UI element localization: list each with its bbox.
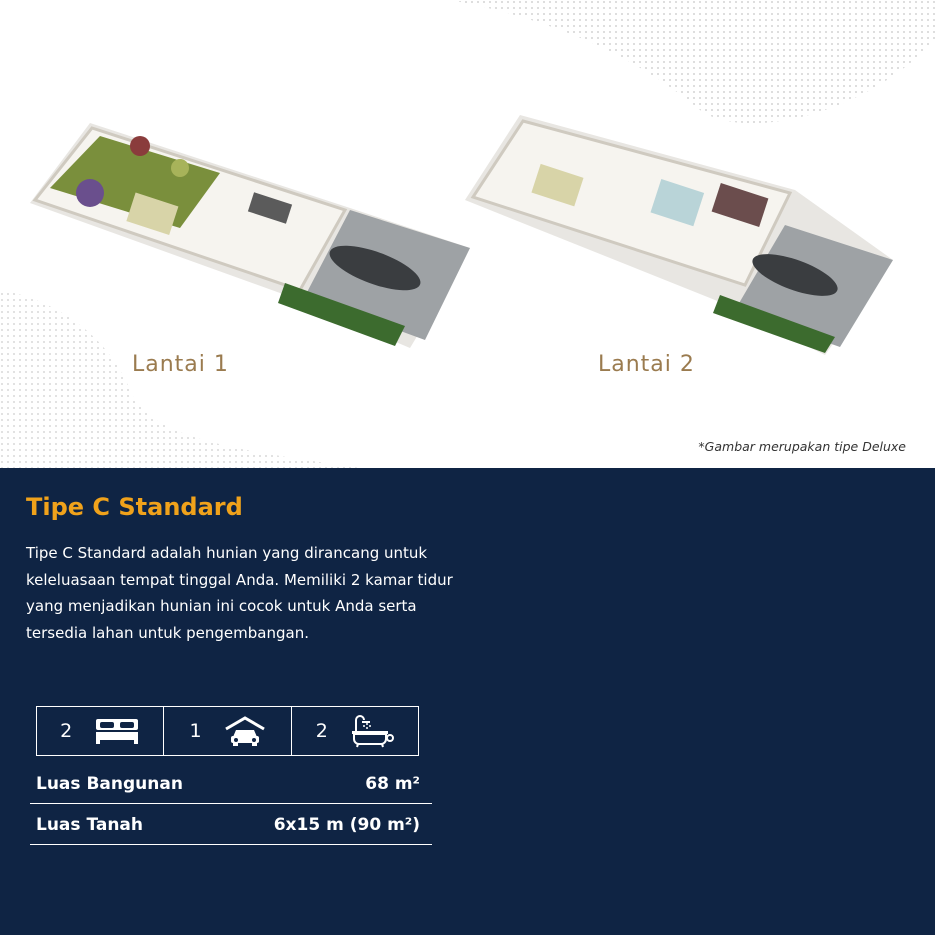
spec-label: Luas Bangunan: [36, 773, 183, 794]
spec-label: Luas Tanah: [36, 814, 143, 835]
carport-count: 1: [189, 720, 202, 742]
image-note: *Gambar merupakan tipe Deluxe: [698, 439, 906, 454]
floor-2-label: Lantai 2: [598, 352, 695, 377]
bathtub-icon: [350, 714, 394, 748]
feature-box: [36, 706, 419, 756]
spec-row-land-area: [30, 805, 432, 845]
feature-carport: [163, 707, 290, 755]
carport-icon: [224, 715, 266, 747]
spec-value: 68 m²: [365, 773, 420, 794]
feature-bathrooms: [291, 707, 418, 755]
floor-1-label: Lantai 1: [132, 352, 229, 377]
floor-2-plan-image: [465, 115, 895, 355]
unit-title: Tipe C Standard: [26, 493, 243, 521]
bedroom-count: 2: [60, 720, 73, 742]
bed-icon: [94, 717, 140, 745]
spec-value: 6x15 m (90 m²): [273, 814, 420, 835]
feature-bedrooms: [37, 707, 163, 755]
spec-row-building-area: [30, 764, 432, 804]
info-panel: [0, 468, 935, 935]
unit-description: Tipe C Standard adalah hunian yang dirancang untuk keleluasaan tempat tinggal Anda. Memiliki 2 kamar tidur yang menjadikan hunian ini cocok untuk Anda serta tersedia lahan untuk pengembangan.: [26, 544, 453, 642]
bathroom-count: 2: [315, 720, 328, 742]
floor-1-plan-image: [30, 118, 475, 350]
